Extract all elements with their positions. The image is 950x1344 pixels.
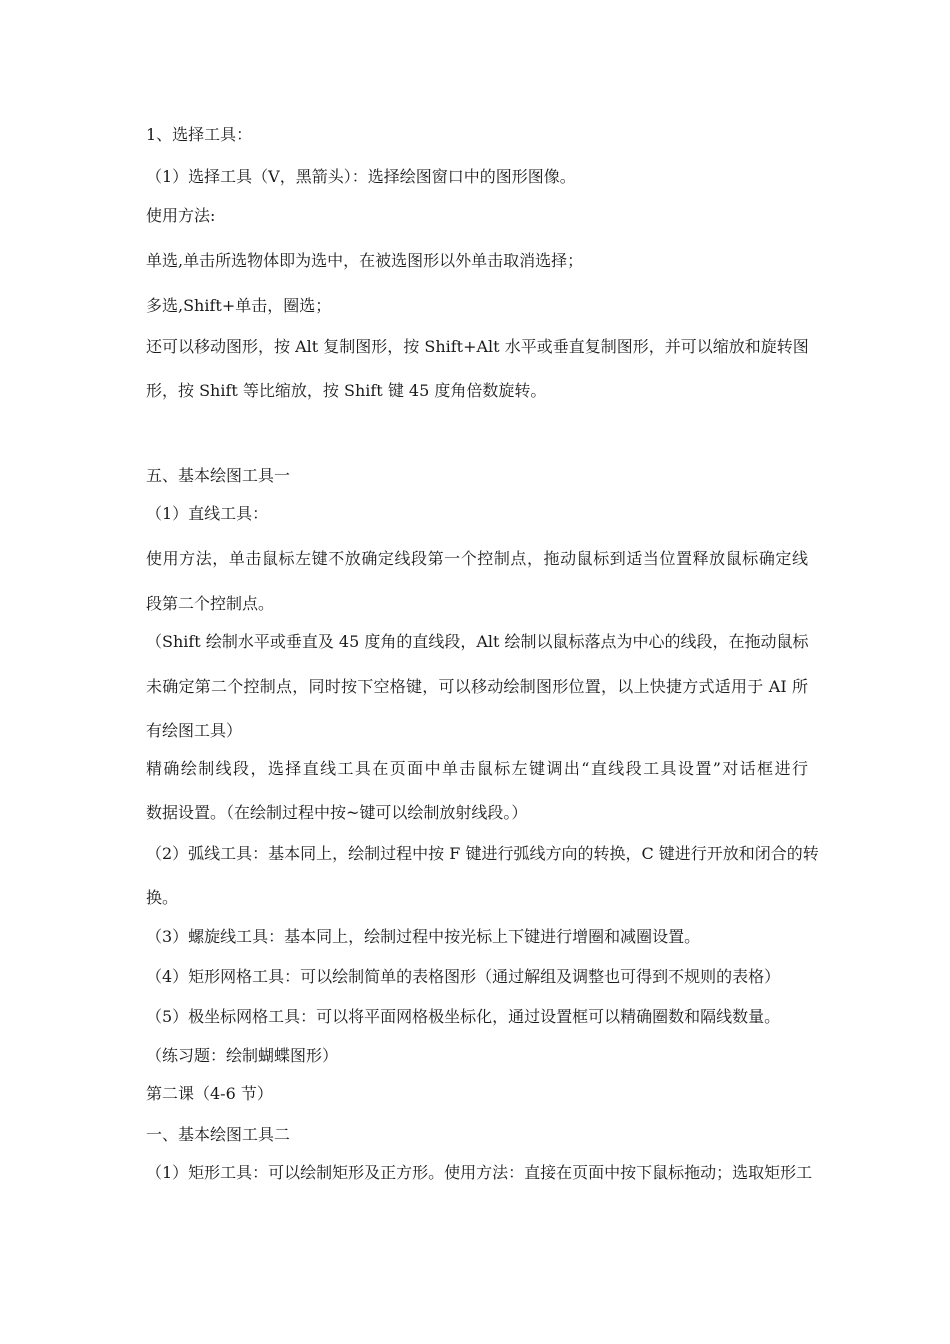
paragraph-line: 有绘图工具） — [146, 721, 243, 740]
paragraph-line: 使用方法: — [146, 206, 216, 225]
paragraph-line: 使用方法，单击鼠标左键不放确定线段第一个控制点，拖动鼠标到适当位置释放鼠标确定线 — [146, 549, 808, 568]
heading-basic-drawing-tools-1: 五、基本绘图工具一 — [146, 466, 291, 485]
heading-basic-drawing-tools-2: 一、基本绘图工具二 — [146, 1125, 291, 1144]
paragraph-line: （3）螺旋线工具：基本同上，绘制过程中按光标上下键进行增圈和减圈设置。 — [146, 927, 701, 946]
paragraph-line: （1）矩形工具：可以绘制矩形及正方形。使用方法：直接在页面中按下鼠标拖动；选取矩形工 — [146, 1163, 813, 1182]
paragraph-line: 段第二个控制点。 — [146, 594, 275, 613]
paragraph-line: 形，按 Shift 等比缩放，按 Shift 键 45 度角倍数旋转。 — [146, 381, 547, 400]
heading-lesson-two: 第二课（4-6 节） — [146, 1084, 273, 1103]
paragraph-line: （4）矩形网格工具：可以绘制简单的表格图形（通过解组及调整也可得到不规则的表格） — [146, 967, 781, 986]
paragraph-line: （Shift 绘制水平或垂直及 45 度角的直线段，Alt 绘制以鼠标落点为中心的线段，在拖动鼠标 — [146, 632, 809, 651]
paragraph-line: 数据设置。（在绘制过程中按~键可以绘制放射线段。） — [146, 803, 528, 822]
paragraph-line: 多选,Shift+单击，圈选； — [146, 296, 332, 315]
paragraph-line: 单选,单击所选物体即为选中，在被选图形以外单击取消选择； — [146, 251, 584, 270]
paragraph-line: （1）选择工具（V，黑箭头）：选择绘图窗口中的图形图像。 — [146, 167, 576, 186]
paragraph-line: 换。 — [146, 888, 179, 907]
paragraph-line: （2）弧线工具：基本同上，绘制过程中按 F 键进行弧线方向的转换，C 键进行开放和闭合的转 — [146, 844, 819, 863]
heading-selection-tool: 1、选择工具： — [146, 125, 253, 144]
paragraph-line: 精确绘制线段，选择直线工具在页面中单击鼠标左键调出“直线段工具设置”对话框进行 — [146, 759, 808, 778]
paragraph-line: 还可以移动图形，按 Alt 复制图形，按 Shift+Alt 水平或垂直复制图形，并可以缩放和旋转图 — [146, 337, 809, 356]
paragraph-line: （练习题：绘制蝴蝶图形） — [146, 1046, 339, 1065]
paragraph-line: 未确定第二个控制点，同时按下空格键，可以移动绘制图形位置，以上快捷方式适用于 AI 所 — [146, 677, 808, 696]
paragraph-line: （5）极坐标网格工具：可以将平面网格极坐标化，通过设置框可以精确圈数和隔线数量。 — [146, 1007, 781, 1026]
subheading-line-tool: （1）直线工具： — [146, 504, 269, 523]
